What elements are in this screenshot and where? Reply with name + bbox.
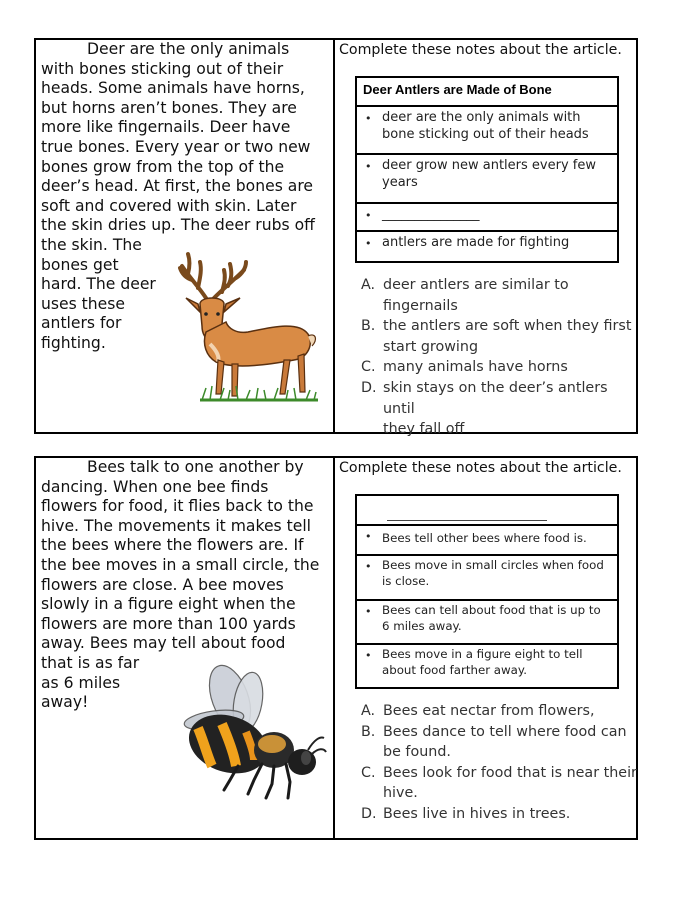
answer-blank xyxy=(387,510,547,521)
passage-line: soft and covered with skin. Later xyxy=(41,196,297,215)
notes-heading: Deer Antlers are Made of Bone xyxy=(357,78,617,107)
notes-row xyxy=(357,645,617,689)
notes-row xyxy=(357,155,617,204)
note-line: Bees move in small circles when food xyxy=(382,558,604,572)
option-b[interactable]: B. the antlers are soft when they first start growing xyxy=(361,318,632,355)
note-line: bone sticking out of their heads xyxy=(382,127,589,142)
notes-row xyxy=(357,232,617,263)
passage-line: flowers are close. A bee moves xyxy=(41,575,284,594)
option-a[interactable]: A. deer antlers are similar to fingernails xyxy=(361,277,569,314)
passage-line: Bees talk to one another by xyxy=(87,458,304,476)
bullet-icon: • xyxy=(365,209,372,222)
passage-line: bones get xyxy=(41,255,119,274)
option-d[interactable]: D. Bees live in hives in trees. xyxy=(361,805,571,822)
notes-row xyxy=(357,526,617,556)
passage-line: Deer are the only animals xyxy=(87,40,290,58)
passage-line: the bee moves in a small circle, the xyxy=(41,555,320,574)
notes-table xyxy=(355,76,619,263)
column-divider xyxy=(333,40,335,432)
answer-options xyxy=(361,701,641,825)
deer-card xyxy=(34,38,638,438)
bullet-icon: • xyxy=(365,560,372,573)
note-line: antlers are made for fighting xyxy=(382,235,570,250)
notes-table xyxy=(355,494,619,689)
bullet-icon: • xyxy=(365,649,372,662)
notes-heading-blank xyxy=(357,496,617,526)
passage-line: the bees where the flowers are. If xyxy=(41,536,304,555)
column-divider xyxy=(333,458,335,838)
passage-line: uses these xyxy=(41,294,125,313)
note-line: Bees tell other bees where food is. xyxy=(382,531,587,545)
note-line: Bees move in a figure eight to tell xyxy=(382,647,583,661)
notes-row xyxy=(357,107,617,155)
bullet-icon: • xyxy=(365,160,372,173)
passage-line: with bones sticking out of their xyxy=(41,59,284,78)
bee-illustration-icon xyxy=(178,662,328,802)
passage-line: antlers for xyxy=(41,314,122,333)
deer-notes-section xyxy=(339,40,635,438)
passage-line: hive. The movements it makes tell xyxy=(41,516,311,535)
option-c[interactable]: C. many animals have horns xyxy=(361,359,568,376)
note-line: Bees can tell about food that is up to xyxy=(382,603,601,617)
passage-line: flowers are more than 100 yards xyxy=(41,614,296,633)
bee-notes-section xyxy=(339,458,637,822)
passage-line: true bones. Every year or two new xyxy=(41,137,311,156)
option-b[interactable]: B. Bees dance to tell where food can be found. xyxy=(361,723,627,761)
passage-line: heads. Some animals have horns, xyxy=(41,79,305,98)
bullet-icon: • xyxy=(365,605,372,618)
note-line: years xyxy=(382,175,418,190)
notes-row xyxy=(357,556,617,601)
note-line: 6 miles away. xyxy=(382,618,462,633)
notes-row xyxy=(357,601,617,645)
note-line: about food farther away. xyxy=(382,662,527,677)
bee-card xyxy=(34,456,638,840)
passage-line: away! xyxy=(41,693,89,712)
notes-row-blank xyxy=(357,204,617,232)
option-d[interactable]: D. skin stays on the deer’s antlers until they fall off xyxy=(361,379,608,438)
passage-line: deer’s head. At first, the bones are xyxy=(41,177,313,196)
passage-line: flowers for food, it flies back to the xyxy=(41,497,314,516)
passage-line: fighting. xyxy=(41,333,106,352)
passage-line: the skin. The xyxy=(41,235,142,254)
bullet-icon: • xyxy=(365,530,372,543)
option-a[interactable]: A. Bees eat nectar from flowers, xyxy=(361,703,595,719)
passage-line: slowly in a figure eight when the xyxy=(41,595,296,614)
note-line: is close. xyxy=(382,573,430,588)
passage-line: that is as far xyxy=(41,653,140,672)
passage-line: more like fingernails. Deer have xyxy=(41,118,291,137)
bullet-icon: • xyxy=(365,237,372,250)
option-c[interactable]: C. Bees look for food that is near their hive. xyxy=(361,764,637,802)
passage-line: the skin dries up. The deer rubs off xyxy=(41,216,315,235)
passage-line: as 6 miles xyxy=(41,673,121,692)
deer-illustration-icon xyxy=(176,248,324,404)
passage-line: away. Bees may tell about food xyxy=(41,634,286,653)
answer-options xyxy=(361,275,641,440)
note-line: deer grow new antlers every few xyxy=(382,158,596,173)
bullet-icon: • xyxy=(365,112,372,125)
passage-line: hard. The deer xyxy=(41,275,156,294)
instruction-text: Complete these notes about the article. xyxy=(339,460,622,476)
answer-blank: _______________ xyxy=(382,207,480,222)
passage-line: bones grow from the top of the xyxy=(41,157,285,176)
instruction-text: Complete these notes about the article. xyxy=(339,42,622,58)
note-line: deer are the only animals with xyxy=(382,110,581,125)
passage-line: dancing. When one bee finds xyxy=(41,477,269,496)
passage-line: but horns aren’t bones. They are xyxy=(41,98,297,117)
